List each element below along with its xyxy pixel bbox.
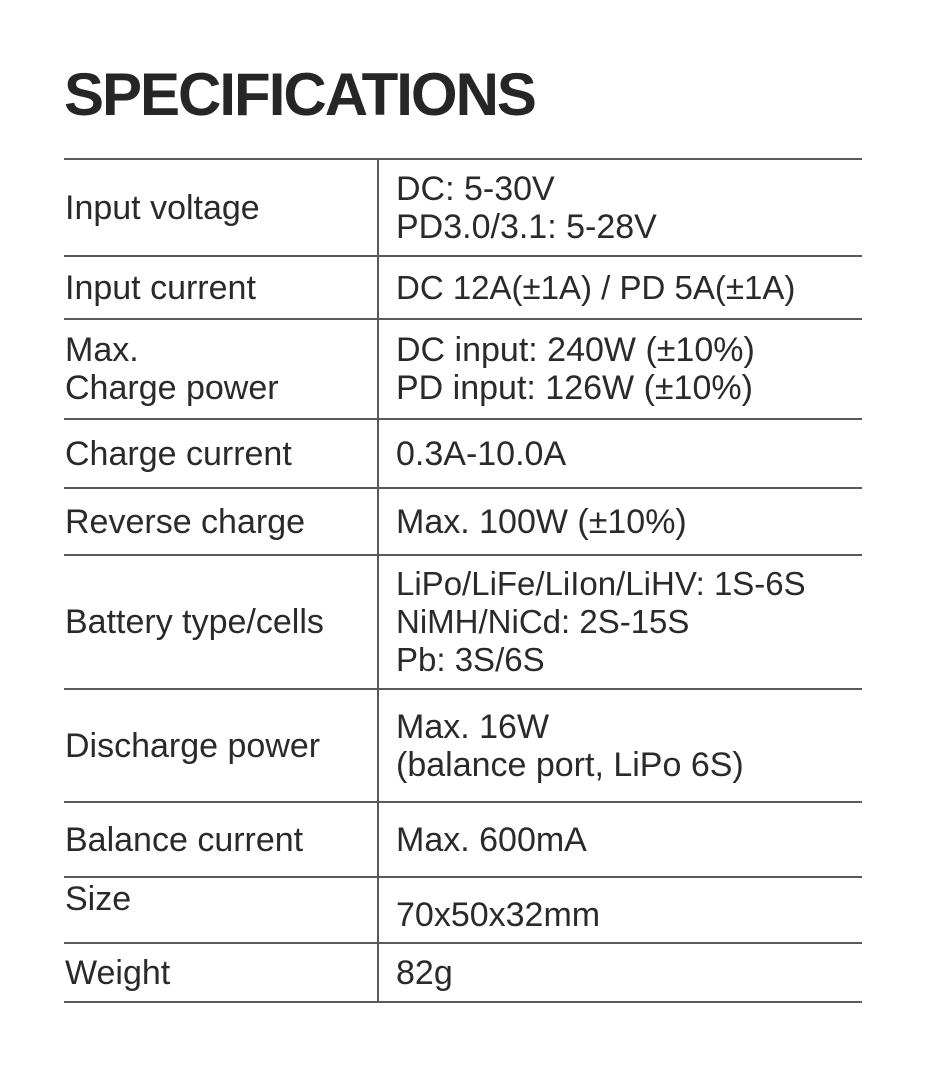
table-row bbox=[64, 488, 862, 555]
spec-value-text: 0.3A-10.0A bbox=[396, 434, 567, 473]
spec-value-text: Max. 16W bbox=[396, 707, 550, 746]
spec-value bbox=[378, 802, 862, 877]
table-row bbox=[64, 419, 862, 488]
spec-label-text: Reverse charge bbox=[65, 502, 306, 541]
spec-value bbox=[378, 319, 862, 419]
specifications-table bbox=[64, 158, 862, 1003]
spec-label-text: Input voltage bbox=[65, 188, 260, 227]
spec-value-text: DC: 5-30V bbox=[396, 169, 555, 208]
spec-value bbox=[378, 256, 862, 319]
spec-label-text: Discharge power bbox=[65, 726, 321, 765]
spec-value-text: 82g bbox=[396, 953, 453, 992]
spec-label bbox=[64, 488, 378, 555]
spec-value-text: Max. 100W (±10%) bbox=[396, 502, 687, 541]
spec-label-text: Input current bbox=[65, 268, 256, 307]
spec-value bbox=[378, 488, 862, 555]
spec-value bbox=[378, 689, 862, 802]
spec-label bbox=[64, 802, 378, 877]
spec-label bbox=[64, 256, 378, 319]
table-row bbox=[64, 802, 862, 877]
spec-value-text: DC 12A(±1A) / PD 5A(±1A) bbox=[396, 268, 796, 306]
spec-label bbox=[64, 319, 378, 419]
table-row bbox=[64, 555, 862, 689]
spec-value-text: Max. 600mA bbox=[396, 820, 587, 859]
spec-label-text: Weight bbox=[65, 953, 171, 992]
spec-value-text: PD3.0/3.1: 5-28V bbox=[396, 207, 657, 246]
table-row bbox=[64, 943, 862, 1002]
spec-label bbox=[64, 419, 378, 488]
table-row bbox=[64, 319, 862, 419]
spec-label-text: Max. bbox=[65, 331, 139, 369]
spec-label bbox=[64, 689, 378, 802]
spec-value-text: PD input: 126W (±10%) bbox=[396, 369, 753, 407]
spec-value-text: NiMH/NiCd: 2S-15S bbox=[396, 603, 690, 640]
spec-value bbox=[378, 877, 862, 943]
spec-label bbox=[64, 943, 378, 1002]
spec-value-text: (balance port, LiPo 6S) bbox=[396, 745, 744, 784]
spec-value-text: LiPo/LiFe/LiIon/LiHV: 1S-6S bbox=[396, 565, 806, 602]
table-row bbox=[64, 256, 862, 319]
spec-label-text: Charge current bbox=[65, 434, 292, 473]
page-title: SPECIFICATIONS bbox=[64, 61, 535, 128]
spec-label bbox=[64, 555, 378, 689]
table-row bbox=[64, 689, 862, 802]
spec-value-text: 70x50x32mm bbox=[396, 896, 601, 934]
spec-value-text: DC input: 240W (±10%) bbox=[396, 331, 755, 369]
spec-value bbox=[378, 943, 862, 1002]
table-row bbox=[64, 877, 862, 943]
spec-value bbox=[378, 159, 862, 256]
table-row bbox=[64, 159, 862, 256]
spec-value-text: Pb: 3S/6S bbox=[396, 641, 545, 678]
spec-label-text: Charge power bbox=[65, 369, 279, 407]
spec-label bbox=[64, 159, 378, 256]
spec-label-text: Battery type/cells bbox=[65, 603, 324, 641]
spec-value bbox=[378, 419, 862, 488]
spec-value bbox=[378, 555, 862, 689]
spec-label-text: Balance current bbox=[65, 820, 304, 859]
spec-label bbox=[64, 877, 378, 943]
spec-label-text: Size bbox=[65, 880, 132, 918]
